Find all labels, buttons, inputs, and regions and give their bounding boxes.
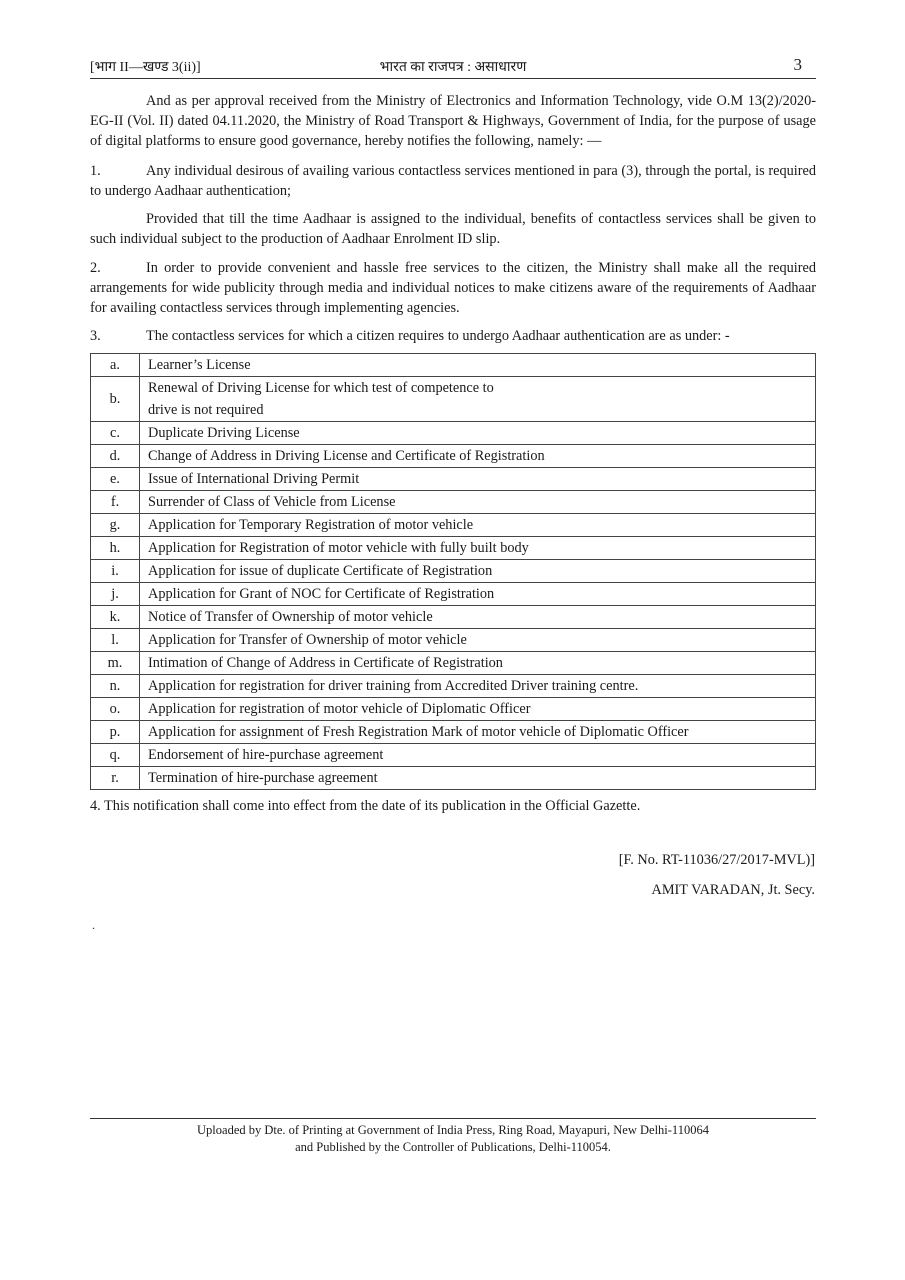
row-letter: j.	[91, 583, 140, 606]
row-service-line-1: Renewal of Driving License for which test of competence to	[148, 380, 494, 396]
row-letter: q.	[91, 744, 140, 767]
paragraph-1-number: 1.	[90, 163, 101, 179]
header-part-section: [भाग II—खण्ड 3(ii)]	[90, 60, 201, 75]
table-row	[91, 491, 816, 514]
paragraph-2-text: In order to provide convenient and hassle free services to the citizen, the Ministry shall make all the required arrangements for wide publicity through media and individual notices to make citizens aware of the requirements of Aadhaar for availing contactless services through implementing agencies.	[90, 260, 816, 316]
row-letter: k.	[91, 606, 140, 629]
page-number: 3	[793, 55, 802, 74]
paragraph-1	[90, 161, 816, 201]
footer-divider	[90, 1118, 816, 1119]
row-letter: n.	[91, 675, 140, 698]
file-number: [F. No. RT-11036/27/2017-MVL)]	[618, 852, 815, 868]
table-row	[91, 583, 816, 606]
table-row	[91, 377, 816, 422]
row-service: Notice of Transfer of Ownership of motor vehicle	[140, 606, 816, 629]
row-service: Termination of hire-purchase agreement	[140, 767, 816, 790]
row-service: Duplicate Driving License	[140, 422, 816, 445]
table-row	[91, 514, 816, 537]
table-row	[91, 606, 816, 629]
row-service: Application for assignment of Fresh Registration Mark of motor vehicle of Diplomatic Officer	[140, 721, 816, 744]
row-letter: d.	[91, 445, 140, 468]
table-row	[91, 422, 816, 445]
row-service: Surrender of Class of Vehicle from License	[140, 491, 816, 514]
row-service: Application for registration for driver training from Accredited Driver training centre.	[140, 675, 816, 698]
row-service: Issue of International Driving Permit	[140, 468, 816, 491]
row-letter: g.	[91, 514, 140, 537]
row-letter: a.	[91, 354, 140, 377]
services-table	[90, 353, 816, 790]
table-row	[91, 629, 816, 652]
row-letter: o.	[91, 698, 140, 721]
row-service: Application for issue of duplicate Certificate of Registration	[140, 560, 816, 583]
table-row	[91, 560, 816, 583]
page-footer	[90, 1122, 816, 1156]
table-row	[91, 468, 816, 491]
stray-mark: .	[92, 918, 95, 932]
row-service: Application for Registration of motor vehicle with fully built body	[140, 537, 816, 560]
footer-line-1: Uploaded by Dte. of Printing at Government of India Press, Ring Road, Mayapuri, New Delhi-110064	[197, 1123, 709, 1137]
row-letter: l.	[91, 629, 140, 652]
paragraph-3-number: 3.	[90, 328, 101, 344]
table-row	[91, 445, 816, 468]
proviso-paragraph: Provided that till the time Aadhaar is assigned to the individual, benefits of contactless services shall be given to such individual subject to the production of Aadhaar Enrolment ID slip.	[90, 211, 816, 247]
footer-line-2: and Published by the Controller of Publications, Delhi-110054.	[295, 1140, 611, 1154]
paragraph-2	[90, 258, 816, 318]
paragraph-3	[90, 326, 816, 346]
table-row	[91, 744, 816, 767]
row-letter: m.	[91, 652, 140, 675]
row-service: Change of Address in Driving License and Certificate of Registration	[140, 445, 816, 468]
row-letter: c.	[91, 422, 140, 445]
header-divider	[90, 78, 816, 79]
row-service: Learner’s License	[140, 354, 816, 377]
page-header	[90, 57, 816, 79]
paragraph-2-number: 2.	[90, 260, 101, 276]
row-service	[140, 377, 816, 422]
table-row	[91, 767, 816, 790]
row-letter: h.	[91, 537, 140, 560]
table-row	[91, 354, 816, 377]
row-letter: e.	[91, 468, 140, 491]
row-service-line-2: drive is not required	[148, 402, 264, 418]
table-row	[91, 537, 816, 560]
paragraph-4: 4. This notification shall come into effect from the date of its publication in the Official Gazette.	[90, 798, 641, 814]
row-service: Endorsement of hire-purchase agreement	[140, 744, 816, 767]
header-gazette-title: भारत का राजपत्र : असाधारण	[379, 60, 527, 75]
intro-paragraph: And as per approval received from the Ministry of Electronics and Information Technology, vide O.M 13(2)/2020-EG-II (Vol. II) dated 04.11.2020, the Ministry of Road Transport & Highways, Government of India, for the purpose of usage of digital platforms to ensure good governance, hereby notifies the following, namely: —	[90, 93, 816, 149]
row-letter: i.	[91, 560, 140, 583]
row-letter: p.	[91, 721, 140, 744]
signatory: AMIT VARADAN, Jt. Secy.	[651, 882, 815, 898]
row-letter: b.	[91, 377, 140, 422]
row-service: Application for registration of motor vehicle of Diplomatic Officer	[140, 698, 816, 721]
table-row	[91, 652, 816, 675]
table-row	[91, 721, 816, 744]
row-letter: f.	[91, 491, 140, 514]
table-row	[91, 675, 816, 698]
row-letter: r.	[91, 767, 140, 790]
row-service: Intimation of Change of Address in Certificate of Registration	[140, 652, 816, 675]
paragraph-3-text: The contactless services for which a citizen requires to undergo Aadhaar authentication are as under: -	[146, 328, 730, 344]
row-service: Application for Temporary Registration of motor vehicle	[140, 514, 816, 537]
row-service: Application for Transfer of Ownership of motor vehicle	[140, 629, 816, 652]
paragraph-1-text: Any individual desirous of availing various contactless services mentioned in para (3), through the portal, is required to undergo Aadhaar authentication;	[90, 163, 816, 199]
table-row	[91, 698, 816, 721]
row-service: Application for Grant of NOC for Certificate of Registration	[140, 583, 816, 606]
